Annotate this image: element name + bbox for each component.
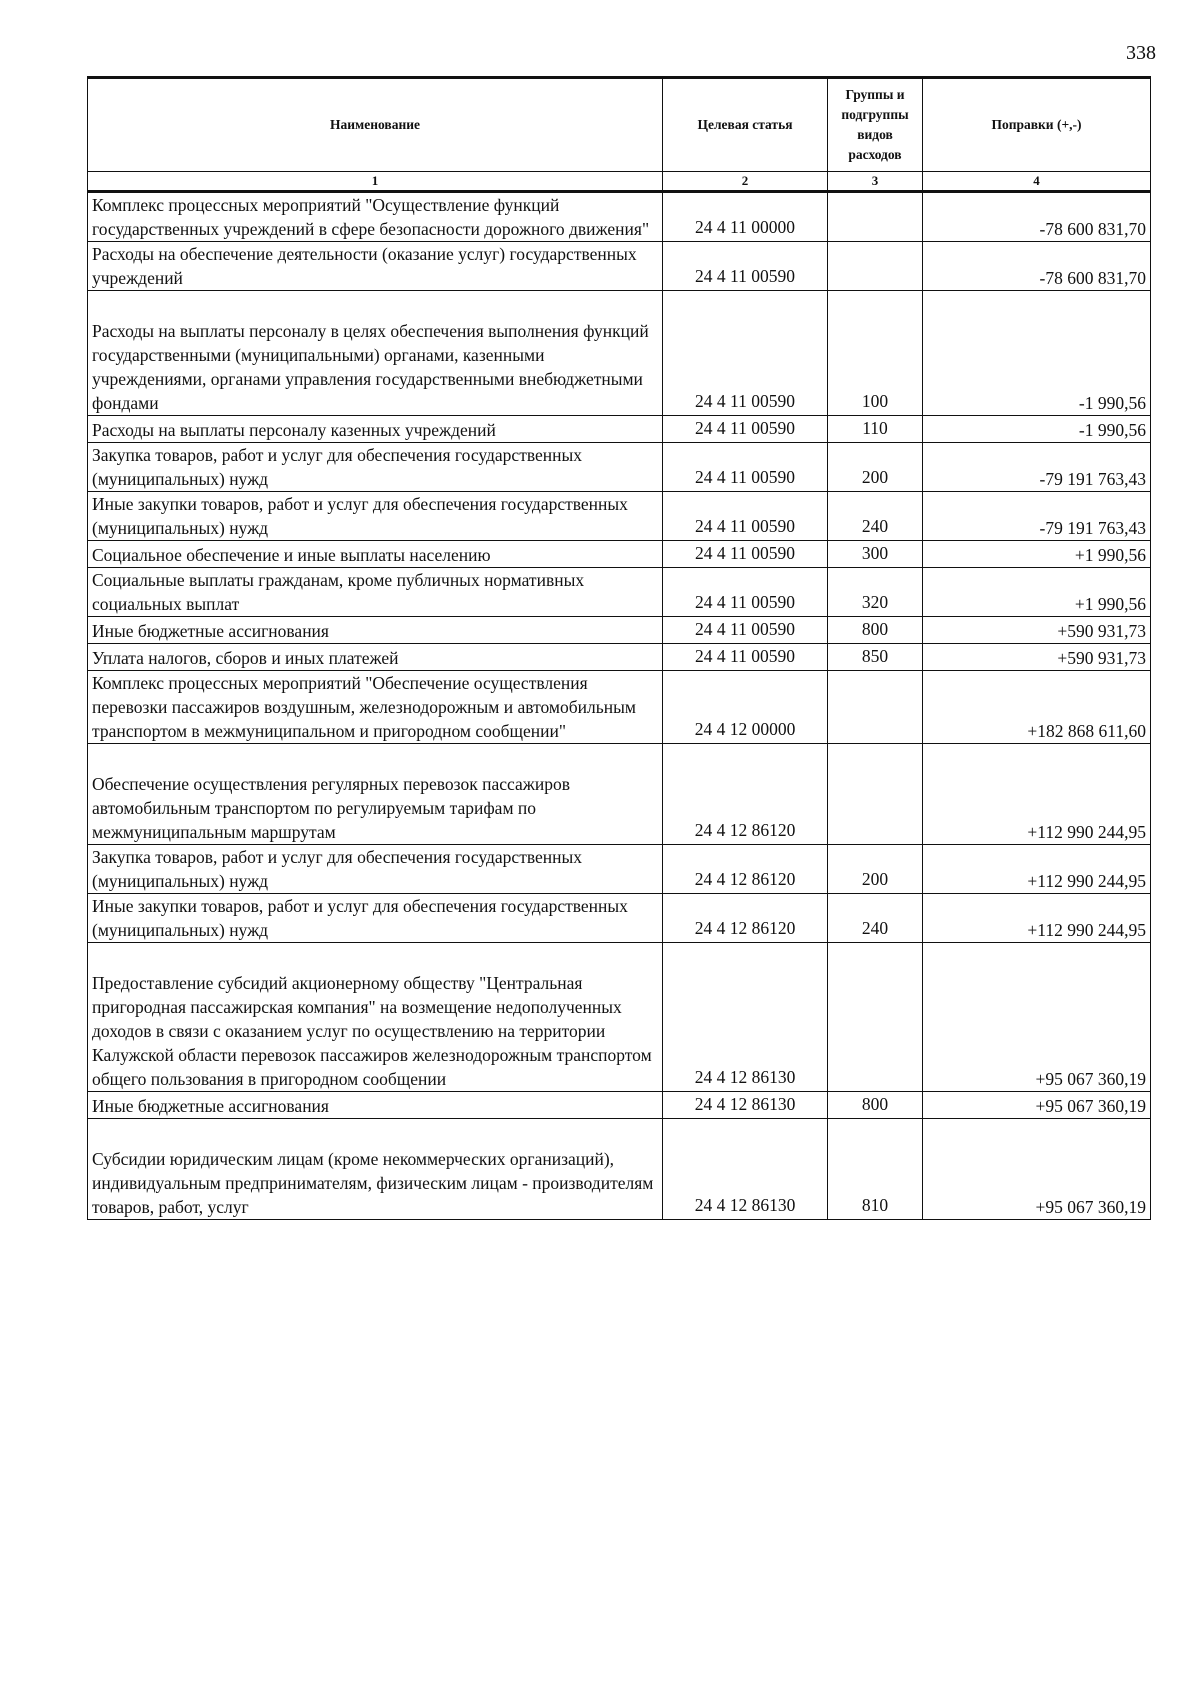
row-target-code: 24 4 12 86120 — [663, 744, 828, 845]
row-amount: +182 868 611,60 — [923, 671, 1151, 744]
row-group: 850 — [828, 644, 923, 671]
table-row — [88, 671, 1151, 744]
row-amount: +112 990 244,95 — [923, 845, 1151, 894]
row-name: Комплекс процессных мероприятий "Обеспечение осуществления перевозки пассажиров воздушным, железнодорожным и автомобильным транспортом в межмуниципальном и пригородном сообщении" — [88, 671, 663, 744]
table-row — [88, 845, 1151, 894]
row-group: 110 — [828, 416, 923, 443]
row-name: Расходы на обеспечение деятельности (оказание услуг) государственных учреждений — [88, 242, 663, 291]
row-target-code: 24 4 11 00590 — [663, 568, 828, 617]
row-name: Закупка товаров, работ и услуг для обеспечения государственных (муниципальных) нужд — [88, 443, 663, 492]
row-name: Уплата налогов, сборов и иных платежей — [88, 644, 663, 671]
row-target-code: 24 4 12 86120 — [663, 845, 828, 894]
row-group: 800 — [828, 1092, 923, 1119]
row-target-code: 24 4 12 86130 — [663, 943, 828, 1092]
row-name: Расходы на выплаты персоналу казенных учреждений — [88, 416, 663, 443]
row-amount: -78 600 831,70 — [923, 192, 1151, 242]
column-number-1: 1 — [88, 172, 663, 192]
table-row — [88, 744, 1151, 845]
table-row — [88, 644, 1151, 671]
table-row — [88, 443, 1151, 492]
row-target-code: 24 4 11 00590 — [663, 291, 828, 416]
table-row — [88, 1119, 1151, 1220]
column-number-2: 2 — [663, 172, 828, 192]
budget-amendments-table — [87, 76, 1151, 1220]
table-row — [88, 242, 1151, 291]
table-row — [88, 617, 1151, 644]
table-row — [88, 291, 1151, 416]
row-amount: +1 990,56 — [923, 541, 1151, 568]
row-target-code: 24 4 11 00590 — [663, 492, 828, 541]
row-group — [828, 943, 923, 1092]
row-group: 240 — [828, 492, 923, 541]
row-target-code: 24 4 11 00590 — [663, 617, 828, 644]
header-expense-groups: Группы и подгруппы видов расходов — [828, 78, 923, 172]
table-row — [88, 1092, 1151, 1119]
column-number-3: 3 — [828, 172, 923, 192]
row-target-code: 24 4 11 00590 — [663, 242, 828, 291]
row-group: 200 — [828, 845, 923, 894]
row-name: Закупка товаров, работ и услуг для обеспечения государственных (муниципальных) нужд — [88, 845, 663, 894]
row-target-code: 24 4 11 00590 — [663, 416, 828, 443]
row-target-code: 24 4 12 86130 — [663, 1119, 828, 1220]
table-row — [88, 416, 1151, 443]
table-row — [88, 492, 1151, 541]
row-name: Социальные выплаты гражданам, кроме публичных нормативных социальных выплат — [88, 568, 663, 617]
row-group: 320 — [828, 568, 923, 617]
row-amount: +95 067 360,19 — [923, 943, 1151, 1092]
row-amount: +112 990 244,95 — [923, 894, 1151, 943]
row-name: Иные бюджетные ассигнования — [88, 617, 663, 644]
row-name: Иные бюджетные ассигнования — [88, 1092, 663, 1119]
row-group — [828, 192, 923, 242]
row-name: Комплекс процессных мероприятий "Осуществление функций государственных учреждений в сфере безопасности дорожного движения" — [88, 192, 663, 242]
row-amount: -1 990,56 — [923, 291, 1151, 416]
row-target-code: 24 4 11 00000 — [663, 192, 828, 242]
row-group — [828, 671, 923, 744]
table-row — [88, 568, 1151, 617]
row-group: 800 — [828, 617, 923, 644]
table-row — [88, 894, 1151, 943]
row-group: 810 — [828, 1119, 923, 1220]
row-amount: +590 931,73 — [923, 644, 1151, 671]
row-name: Расходы на выплаты персоналу в целях обеспечения выполнения функций государственными (муниципальными) органами, казенными учреждениями, органами управления государственными внебюджетными фондами — [88, 291, 663, 416]
row-target-code: 24 4 12 86130 — [663, 1092, 828, 1119]
row-name: Субсидии юридическим лицам (кроме некоммерческих организаций), индивидуальным предпринимателям, физическим лицам - производителям товаров, работ, услуг — [88, 1119, 663, 1220]
row-amount: -79 191 763,43 — [923, 492, 1151, 541]
table-row — [88, 943, 1151, 1092]
row-amount: +95 067 360,19 — [923, 1092, 1151, 1119]
row-target-code: 24 4 11 00590 — [663, 443, 828, 492]
row-name: Иные закупки товаров, работ и услуг для обеспечения государственных (муниципальных) нужд — [88, 492, 663, 541]
row-amount: -79 191 763,43 — [923, 443, 1151, 492]
column-number-4: 4 — [923, 172, 1151, 192]
row-name: Обеспечение осуществления регулярных перевозок пассажиров автомобильным транспортом по регулируемым тарифам по межмуниципальным маршрутам — [88, 744, 663, 845]
row-amount: -1 990,56 — [923, 416, 1151, 443]
row-amount: +112 990 244,95 — [923, 744, 1151, 845]
row-group: 200 — [828, 443, 923, 492]
row-name: Иные закупки товаров, работ и услуг для обеспечения государственных (муниципальных) нужд — [88, 894, 663, 943]
row-name: Предоставление субсидий акционерному обществу "Центральная пригородная пассажирская компания" на возмещение недополученных доходов в связи с оказанием услуг по осуществлению на территории Калужской области перевозок пассажиров железнодорожным транспортом общего пользования в пригородном сообщении — [88, 943, 663, 1092]
table-row — [88, 541, 1151, 568]
header-amendments: Поправки (+,-) — [923, 78, 1151, 172]
row-target-code: 24 4 11 00590 — [663, 541, 828, 568]
row-amount: -78 600 831,70 — [923, 242, 1151, 291]
row-group: 100 — [828, 291, 923, 416]
row-group — [828, 242, 923, 291]
row-group — [828, 744, 923, 845]
row-name: Социальное обеспечение и иные выплаты населению — [88, 541, 663, 568]
row-target-code: 24 4 11 00590 — [663, 644, 828, 671]
row-group: 300 — [828, 541, 923, 568]
row-amount: +1 990,56 — [923, 568, 1151, 617]
row-amount: +95 067 360,19 — [923, 1119, 1151, 1220]
table-row — [88, 192, 1151, 242]
row-target-code: 24 4 12 86120 — [663, 894, 828, 943]
row-amount: +590 931,73 — [923, 617, 1151, 644]
page-number: 338 — [1126, 42, 1156, 64]
header-name: Наименование — [88, 78, 663, 172]
row-group: 240 — [828, 894, 923, 943]
row-target-code: 24 4 12 00000 — [663, 671, 828, 744]
header-target-article: Целевая статья — [663, 78, 828, 172]
